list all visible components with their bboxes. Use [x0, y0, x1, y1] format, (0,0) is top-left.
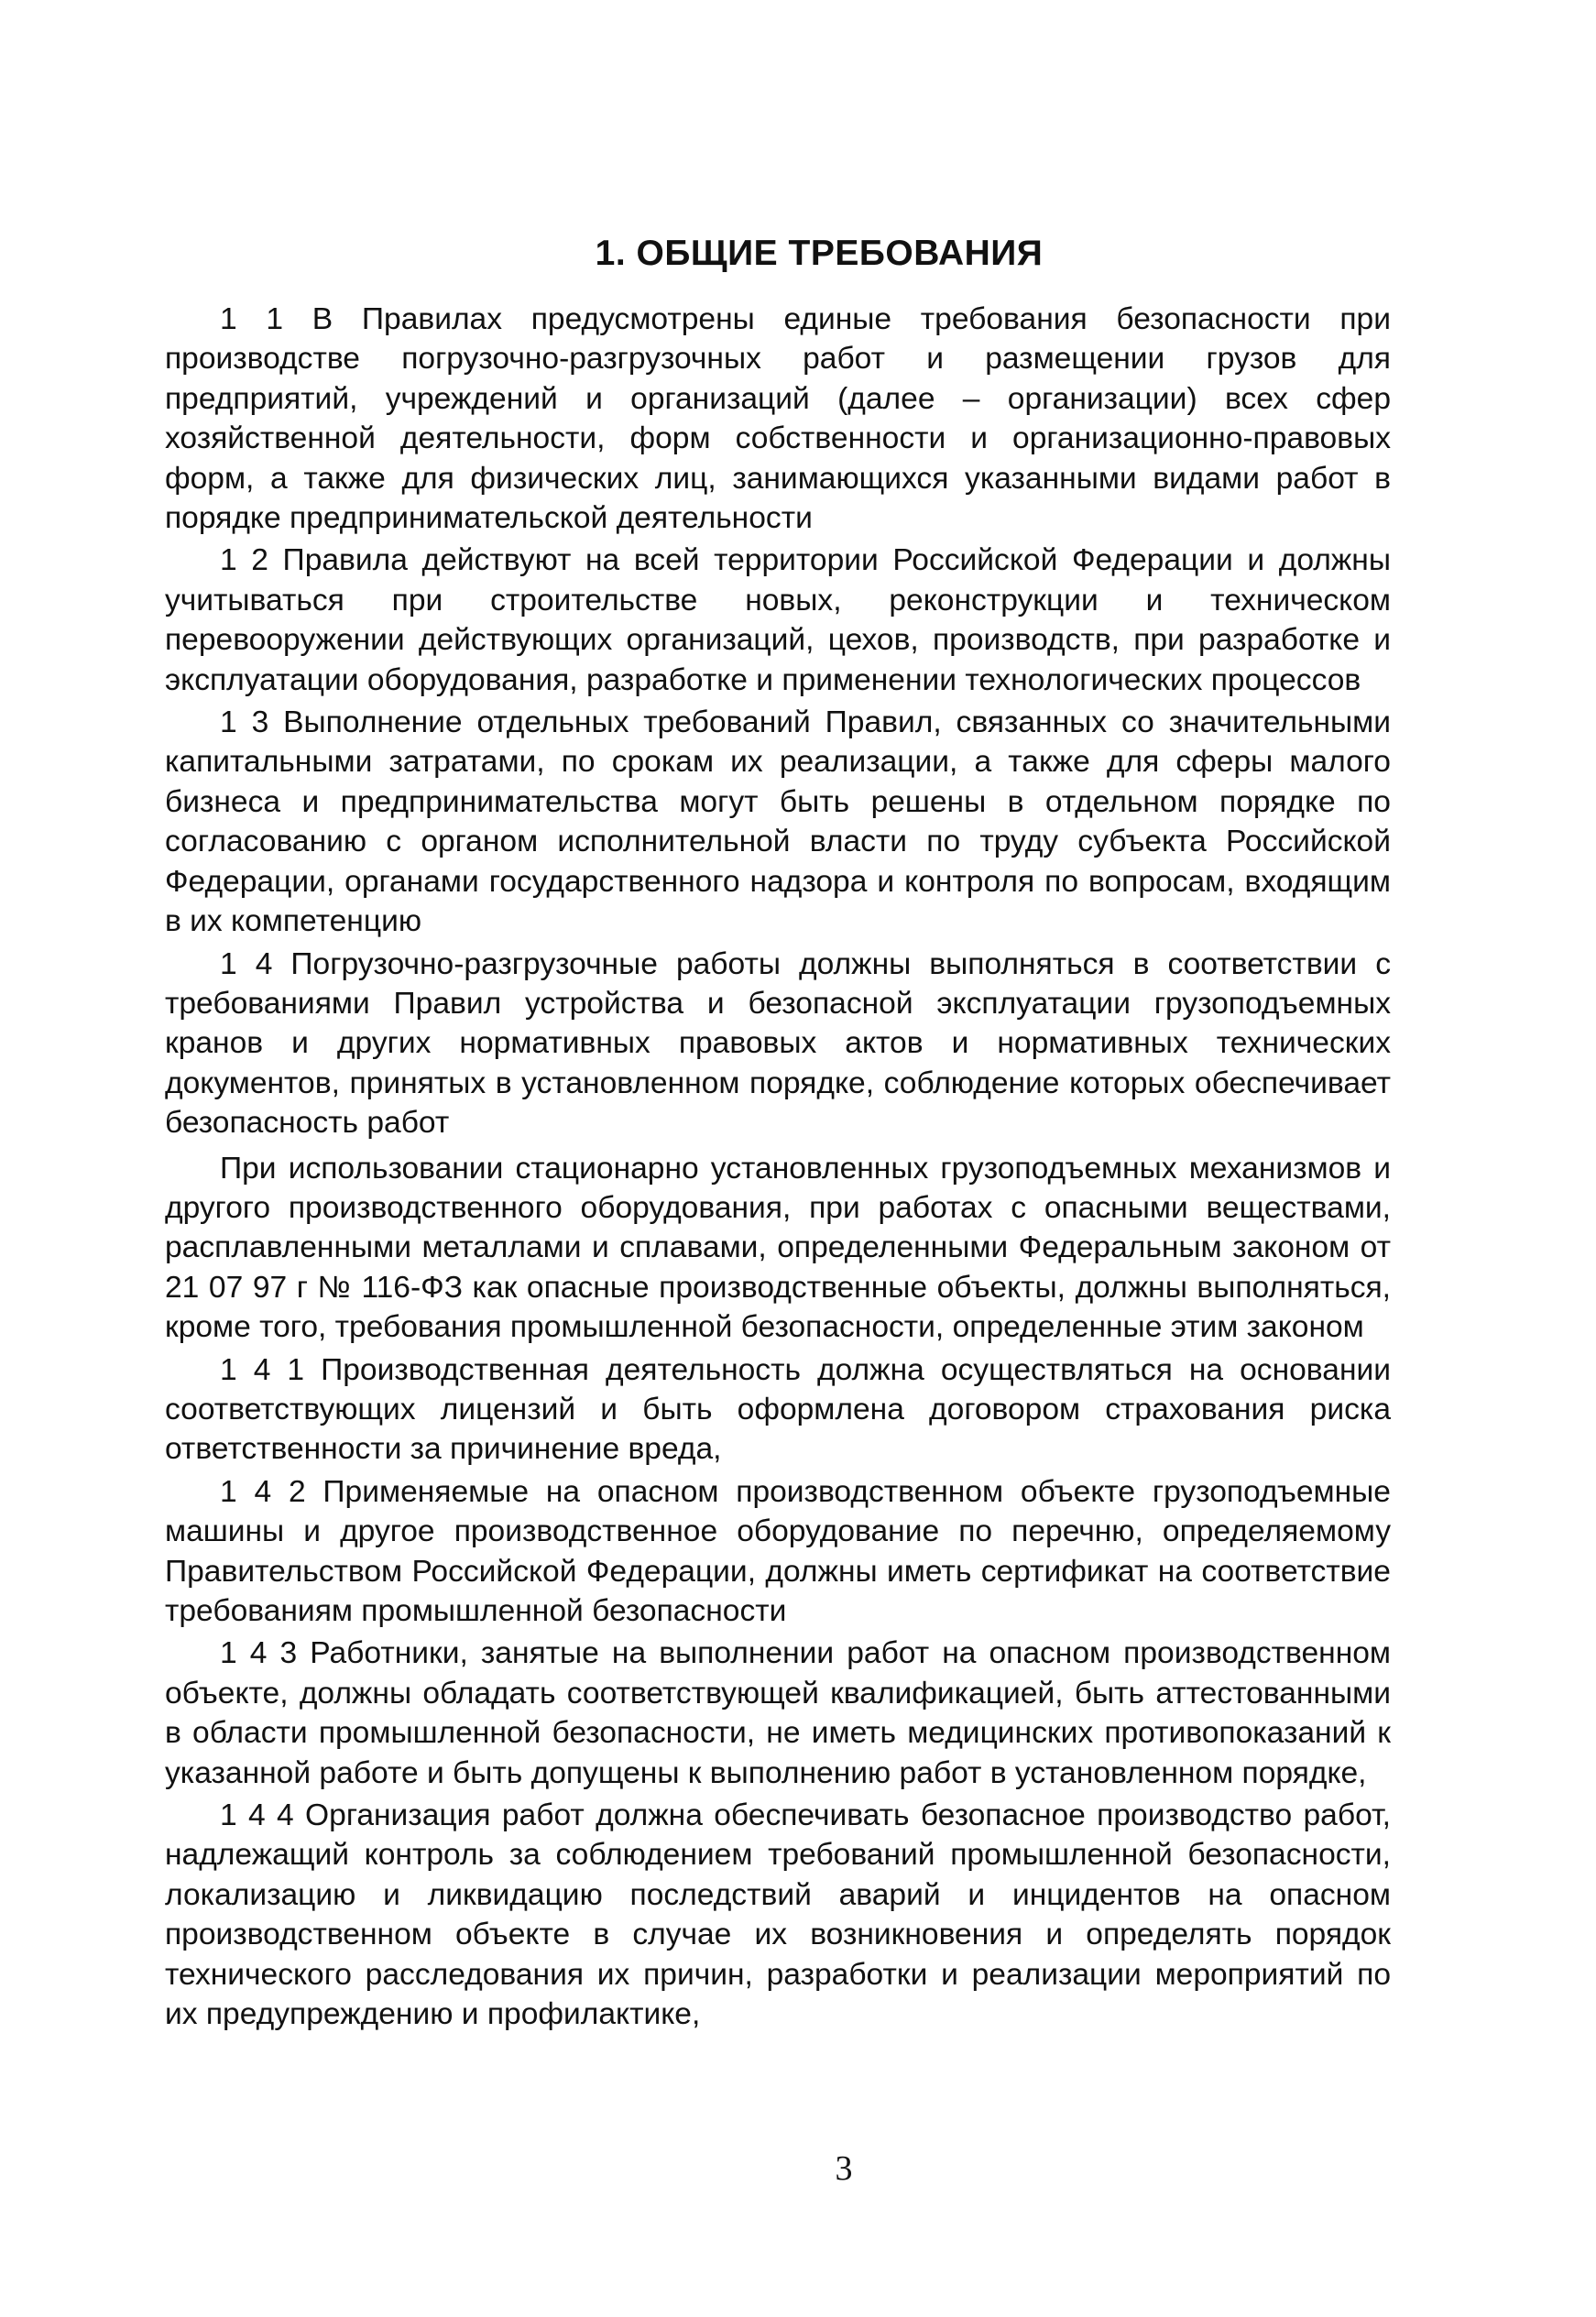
paragraph-1-4-3: 1 4 3 Работники, занятые на выполнении работ на опасном производственном объекте, должны обладать соответствующей квалификацией, быть аттестованными в области промышленной безопасности, не иметь медицинских противопоказаний к указанной работе и быть допущены к выполнению работ в установленном порядке,: [165, 1636, 1391, 1790]
paragraph-1-1: 1 1 В Правилах предусмотрены единые требования безопасности при производстве погрузочно-разгрузочных работ и размещении грузов для предприятий, учреждений и организаций (далее – организации) всех сфер хозяйственной деятельности, форм собственности и организационно-правовых форм, а также для физических лиц, занимающихся указанными видами работ в порядке предпринимательской деятельности: [165, 302, 1391, 536]
paragraph-1-4-1: 1 4 1 Производственная деятельность должна осуществляться на основании соответствующих лицензий и быть оформлена договором страхования риска ответственности за причинение вреда,: [165, 1352, 1391, 1467]
paragraph-1-4-4: 1 4 4 Организация работ должна обеспечивать безопасное производство работ, надлежащий контроль за соблюдением требований промышленной безопасности, локализацию и ликвидацию последствий аварий и инцидентов на опасном производственном объекте в случае их возникновения и определять порядок технического расследования их причин, разработки и реализации мероприятий по их предупреждению и профилактике,: [165, 1798, 1391, 2032]
paragraph-1-4-hazardous: При использовании стационарно установленных грузоподъемных механизмов и другого производственного оборудования, при работах с опасными веществами, расплавленными металлами и сплавами, определенными Федеральным законом от 21 07 97 г № 116-ФЗ как опасные производственные объекты, должны выполняться, кроме того, требования промышленной безопасности, определенные этим законом: [165, 1151, 1391, 1345]
paragraph-1-4: 1 4 Погрузочно-разгрузочные работы должны выполняться в соответствии с требованиями Правил устройства и безопасной эксплуатации грузоподъемных кранов и других нормативных правовых актов и нормативных технических документов, принятых в установленном порядке, соблюдение которых обеспечивает безопасность работ: [165, 946, 1391, 1141]
page-content: [165, 234, 1391, 2037]
paragraph-1-3: 1 3 Выполнение отдельных требований Правил, связанных со значительными капитальными затратами, по срокам их реализации, а также для сферы малого бизнеса и предпринимательства могут быть решены в отдельном порядке по согласованию с органом исполнительной власти по труду субъекта Российской Федерации, органами государственного надзора и контроля по вопросам, входящим в их компетенцию: [165, 705, 1391, 939]
paragraph-1-4-2: 1 4 2 Применяемые на опасном производственном объекте грузоподъемные машины и другое производственное оборудование по перечню, определяемому Правительством Российской Федерации, должны иметь сертификат на соответствие требованиям промышленной безопасности: [165, 1474, 1391, 1628]
section-title: 1. ОБЩИЕ ТРЕБОВАНИЯ: [595, 234, 1044, 273]
paragraph-1-2: 1 2 Правила действуют на всей территории Российской Федерации и должны учитываться при строительстве новых, реконструкции и техническом перевооружении действующих организаций, цехов, производств, при разработке и эксплуатации оборудования, разработке и применении технологических процессов: [165, 543, 1391, 697]
page-number: 3: [835, 2149, 853, 2188]
